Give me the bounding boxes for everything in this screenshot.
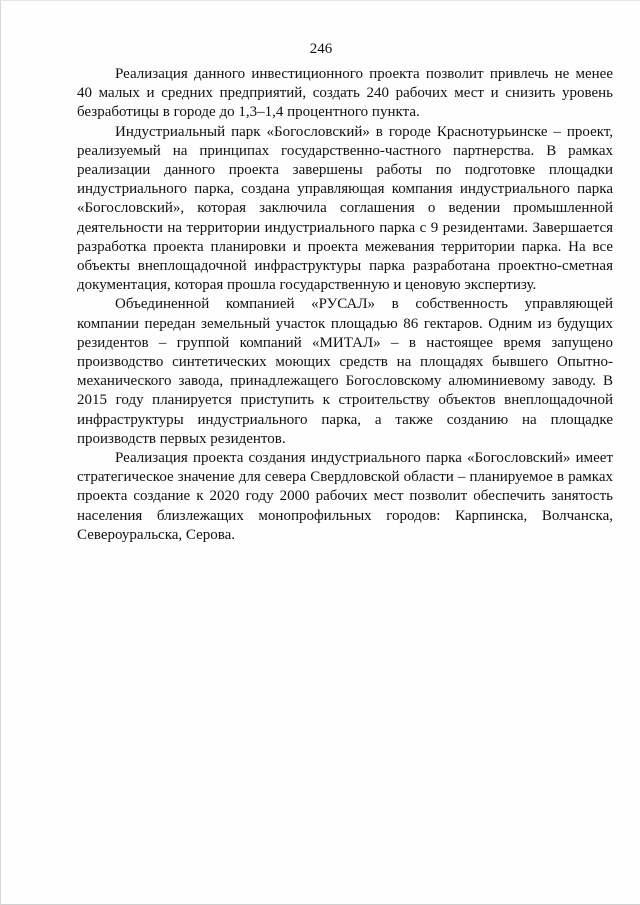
paragraph-strategic-significance: Реализация проекта создания индустриального парка «Богословский» имеет стратегическое значение для севера Свердловской области – планируемое в рамках проекта создание к 2020 году 2000 рабочих мест позволит обеспечить занятость населения близлежащих монопрофильных городов: Карпинска, Волчанска, Североуральска, Серова. — [77, 450, 613, 543]
document-body — [77, 65, 613, 545]
paragraph-investment-project: Реализация данного инвестиционного проекта позволит привлечь не менее 40 малых и средних предприятий, создать 240 рабочих мест и снизить уровень безработицы в городе до 1,3–1,4 процентного пункта. — [77, 66, 613, 121]
paragraph-industrial-park: Индустриальный парк «Богословский» в городе Краснотурьинске – проект, реализуемый на принципах государственно-частного партнерства. В рамках реализации данного проекта завершены работы по подготовке площадки индустриального парка, создана управляющая компания индустриального парка «Богословский», которая заключила соглашения о ведении промышленной деятельности на территории индустриального парка с 9 резидентами. Завершается разработка проекта планировки и проекта межевания территории парка. На все объекты внеплощадочной инфраструктуры парка разработана проектно-сметная документация, которая прошла государственную и ценовую экспертизу. — [77, 123, 613, 294]
paragraph-rusal-land: Объединенной компанией «РУСАЛ» в собственность управляющей компании передан земельный участок площадью 86 гектаров. Одним из будущих резидентов – группой компаний «МИТАЛ» – в настоящее время запущено производство синтетических моющих средств на площадях бывшего Опытно-механического завода, принадлежащего Богословскому алюминиевому заводу. В 2015 году планируется приступить к строительству объектов внеплощадочной инфраструктуры индустриального парка, а также созданию на площадке производств первых резидентов. — [77, 296, 613, 447]
page-number: 246 — [309, 41, 333, 57]
